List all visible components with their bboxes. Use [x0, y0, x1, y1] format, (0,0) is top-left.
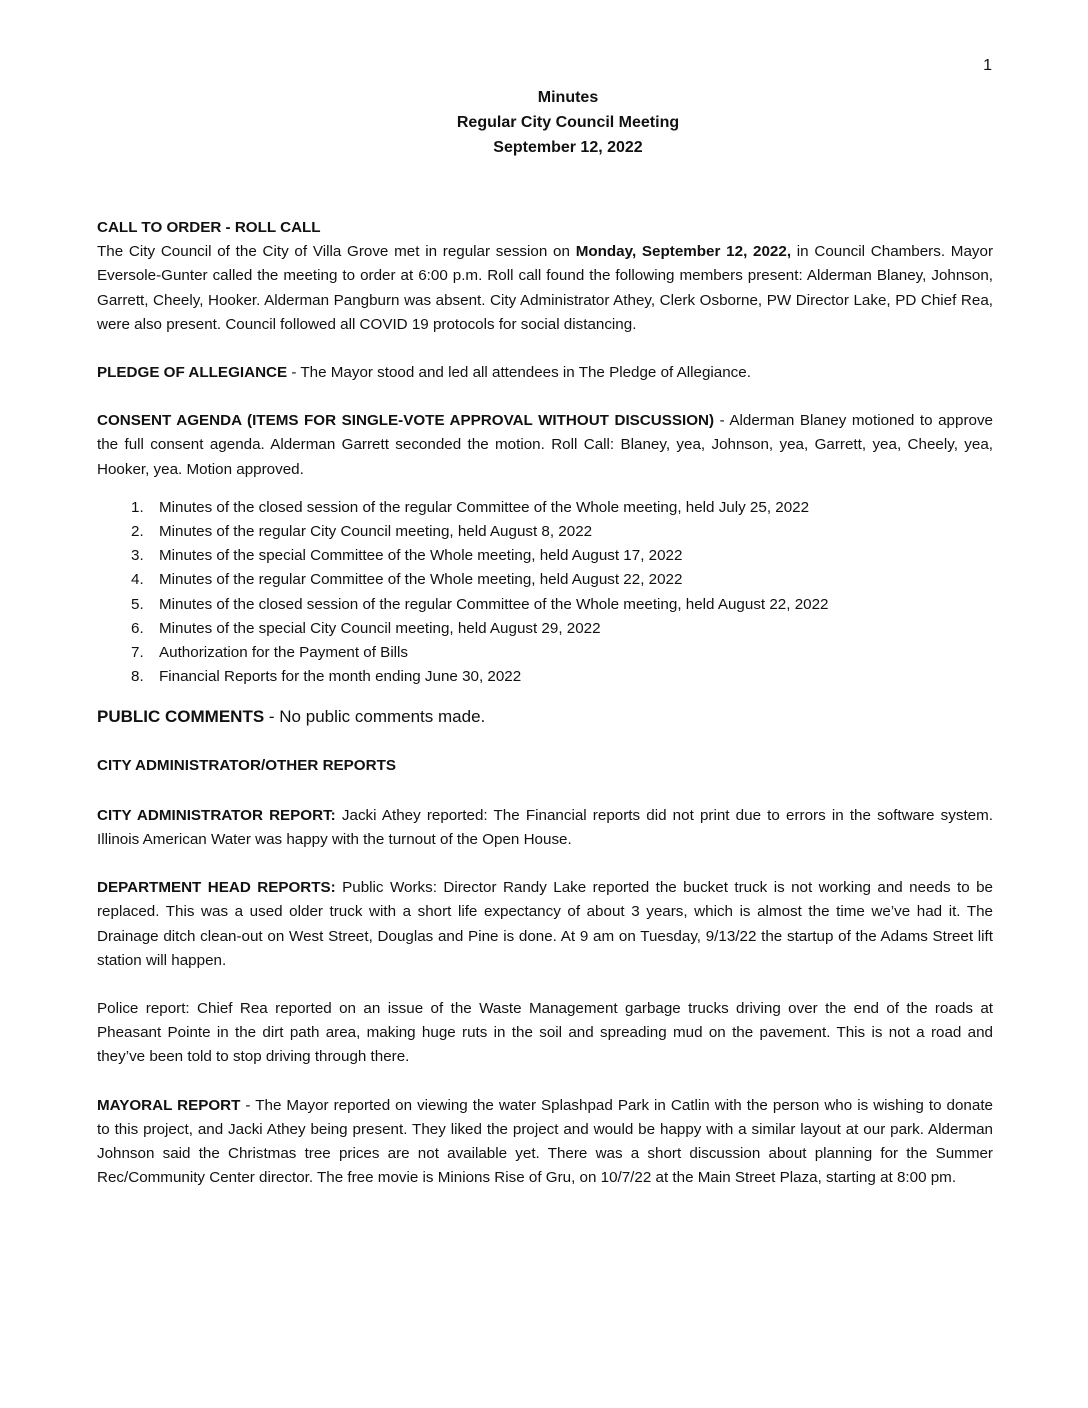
mayoral-report-heading: MAYORAL REPORT: [97, 1096, 241, 1114]
list-item-number: 2.: [131, 523, 144, 541]
police-report-section: [97, 997, 993, 1070]
department-head-reports-text: Public Works: Director Randy Lake reported the bucket truck is not working and needs to be replaced. This was a used older truck with a short life expectancy of about 3 years, which is almost the time we’ve had it. The Drainage ditch clean-out on West Street, Douglas and Pine is done. At 9 am on Tuesday, 9/13/22 the startup of the Adams Street lift station will happen.: [97, 879, 993, 969]
mayoral-report-section: [97, 1094, 993, 1191]
document-title: [0, 85, 1088, 160]
title-meeting-date: September 12, 2022: [493, 139, 643, 156]
public-comments-section: [97, 705, 993, 729]
list-item: [131, 496, 993, 520]
minutes-body: [97, 216, 993, 1215]
list-item-text: Minutes of the regular City Council meeting, held August 8, 2022: [159, 523, 593, 541]
call-to-order-date: Monday, September 12, 2022,: [575, 243, 792, 261]
list-item: [131, 568, 993, 592]
list-item: [131, 641, 993, 665]
list-item-number: 1.: [131, 498, 144, 516]
list-item-text: Minutes of the closed session of the regular Committee of the Whole meeting, held July 25, 2022: [159, 498, 810, 516]
list-item-number: 3.: [131, 547, 144, 565]
title-meeting-type: Regular City Council Meeting: [456, 114, 680, 131]
list-item-number: 6.: [131, 619, 144, 637]
list-item: [131, 593, 993, 617]
list-item-number: 5.: [131, 595, 144, 613]
list-item: [131, 617, 993, 641]
pledge-section: [97, 361, 993, 385]
department-head-reports-heading: DEPARTMENT HEAD REPORTS:: [97, 879, 336, 897]
reports-heading: CITY ADMINISTRATOR/OTHER REPORTS: [97, 756, 396, 774]
list-item-text: Minutes of the regular Committee of the Whole meeting, held August 22, 2022: [159, 571, 683, 589]
public-comments-text: - No public comments made.: [264, 707, 486, 727]
consent-agenda-list: [97, 496, 993, 690]
city-admin-report-text: Jacki Athey reported: The Financial reports did not print due to errors in the software system. Illinois American Water was happy with the turnout of the Open House.: [97, 806, 993, 849]
list-item-text: Minutes of the special City Council meeting, held August 29, 2022: [159, 619, 601, 637]
consent-agenda-section: [97, 409, 993, 482]
list-item-text: Minutes of the closed session of the regular Committee of the Whole meeting, held August 22, 2022: [159, 595, 829, 613]
list-item: [131, 665, 993, 689]
call-to-order-text-before: The City Council of the City of Villa Grove met in regular session on: [97, 243, 576, 261]
consent-agenda-heading: CONSENT AGENDA (ITEMS FOR SINGLE-VOTE APPROVAL WITHOUT DISCUSSION): [97, 412, 715, 430]
list-item-number: 4.: [131, 571, 144, 589]
police-report-text: Police report: Chief Rea reported on an issue of the Waste Management garbage trucks driving over the end of the roads at Pheasant Pointe in the dirt path area, making huge ruts in the soil and spreading mud on the pavement. This is not a road and they’ve been told to stop driving through there.: [97, 1000, 993, 1066]
page-number: 1: [983, 57, 992, 74]
consent-agenda-text: - Alderman Blaney motioned to approve the full consent agenda. Alderman Garrett seconded the motion. Roll Call: Blaney, yea, Johnson, yea, Garrett, yea, Cheely, yea, Hooker, yea. Motion approved.: [97, 412, 993, 478]
mayoral-report-text: - The Mayor reported on viewing the water Splashpad Park in Catlin with the person who is wishing to donate to this project, and Jacki Athey being present. They liked the project and would be happy with a similar layout at our park. Alderman Johnson said the Christmas tree prices are not available yet. There was a short discussion about planning for the Summer Rec/Community Center director. The free movie is Minions Rise of Gru, on 10/7/22 at the Main Street Plaza, starting at 8:00 pm.: [97, 1096, 993, 1187]
list-item-text: Minutes of the special Committee of the Whole meeting, held August 17, 2022: [159, 547, 683, 565]
list-item-number: 8.: [131, 668, 144, 686]
city-admin-report-heading: CITY ADMINISTRATOR REPORT:: [97, 806, 336, 824]
department-head-reports-section: [97, 876, 993, 973]
list-item-text: Authorization for the Payment of Bills: [159, 644, 409, 662]
call-to-order-heading: CALL TO ORDER - ROLL CALL: [97, 219, 321, 236]
city-admin-report-section: [97, 804, 993, 852]
public-comments-heading: PUBLIC COMMENTS: [97, 707, 265, 727]
title-minutes: Minutes: [537, 89, 599, 106]
list-item-number: 7.: [131, 644, 144, 662]
pledge-text: - The Mayor stood and led all attendees in The Pledge of Allegiance.: [287, 364, 751, 382]
call-to-order-section: [97, 216, 993, 337]
list-item: [131, 520, 993, 544]
list-item: [131, 544, 993, 568]
list-item-text: Financial Reports for the month ending June 30, 2022: [159, 668, 522, 686]
call-to-order-text-after: in Council Chambers. Mayor Eversole-Gunter called the meeting to order at 6:00 p.m. Roll call found the following members present: Alderman Blaney, Johnson, Garrett, Cheely, Hooker. Alderman Pangburn was absent. City Administrator Athey, Clerk Osborne, PW Director Lake, PD Chief Rea, were also present. Council followed all COVID 19 protocols for social distancing.: [97, 243, 993, 333]
pledge-heading: PLEDGE OF ALLEGIANCE: [97, 364, 288, 382]
